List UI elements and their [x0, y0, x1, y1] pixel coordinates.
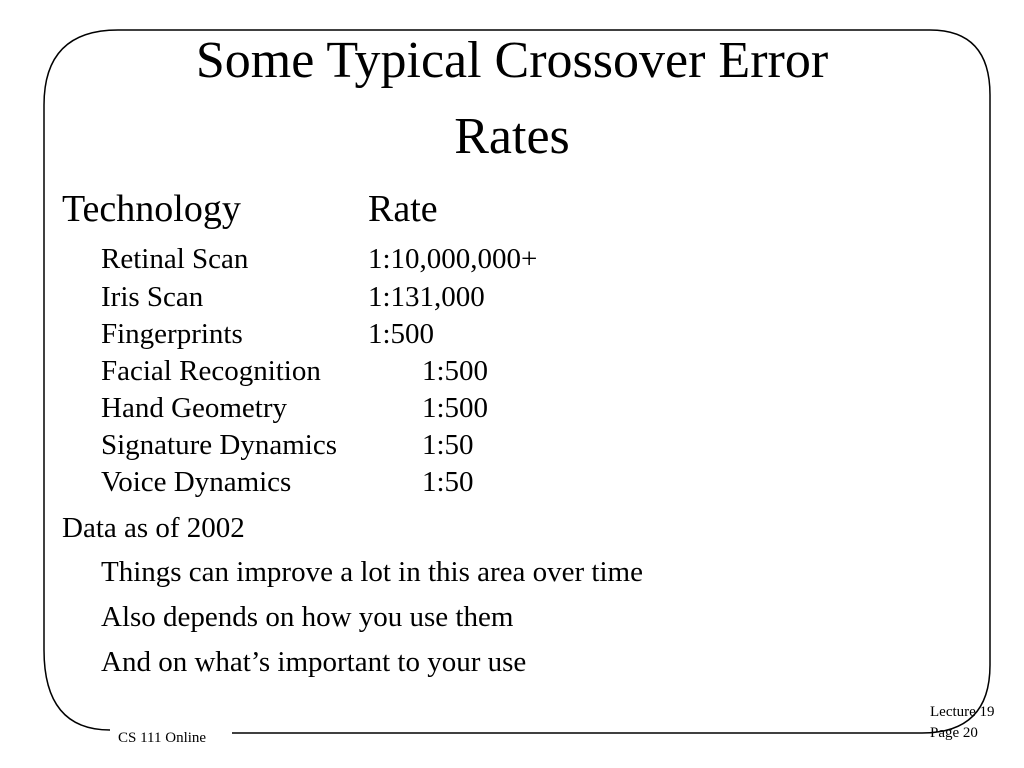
footer-course: CS 111 Online	[118, 730, 207, 746]
sub-point: And on what’s important to your use	[101, 646, 527, 678]
row-rate: 1:10,000,000+	[368, 243, 538, 275]
sub-point: Things can improve a lot in this area over time	[101, 556, 643, 588]
footer-page: Page 20	[930, 725, 978, 741]
column-header-rate: Rate	[368, 188, 438, 230]
slide-title-line1: Some Typical Crossover Error	[195, 32, 829, 89]
row-technology: Retinal Scan	[101, 243, 249, 275]
row-rate: 1:50	[422, 466, 474, 498]
row-rate: 1:50	[422, 429, 474, 461]
row-technology: Voice Dynamics	[101, 466, 292, 498]
slide-title-line2: Rates	[454, 108, 570, 165]
column-header-technology: Technology	[62, 188, 241, 230]
row-technology: Facial Recognition	[101, 355, 321, 387]
row-technology: Signature Dynamics	[101, 429, 337, 461]
sub-point: Also depends on how you use them	[101, 601, 514, 633]
row-rate: 1:500	[368, 318, 435, 350]
row-technology: Iris Scan	[101, 281, 204, 313]
row-technology: Hand Geometry	[101, 392, 288, 424]
data-note: Data as of 2002	[62, 512, 245, 544]
footer-lecture: Lecture 19	[930, 704, 995, 720]
row-rate: 1:500	[422, 392, 489, 424]
row-technology: Fingerprints	[101, 318, 243, 350]
row-rate: 1:500	[422, 355, 489, 387]
row-rate: 1:131,000	[368, 281, 485, 313]
